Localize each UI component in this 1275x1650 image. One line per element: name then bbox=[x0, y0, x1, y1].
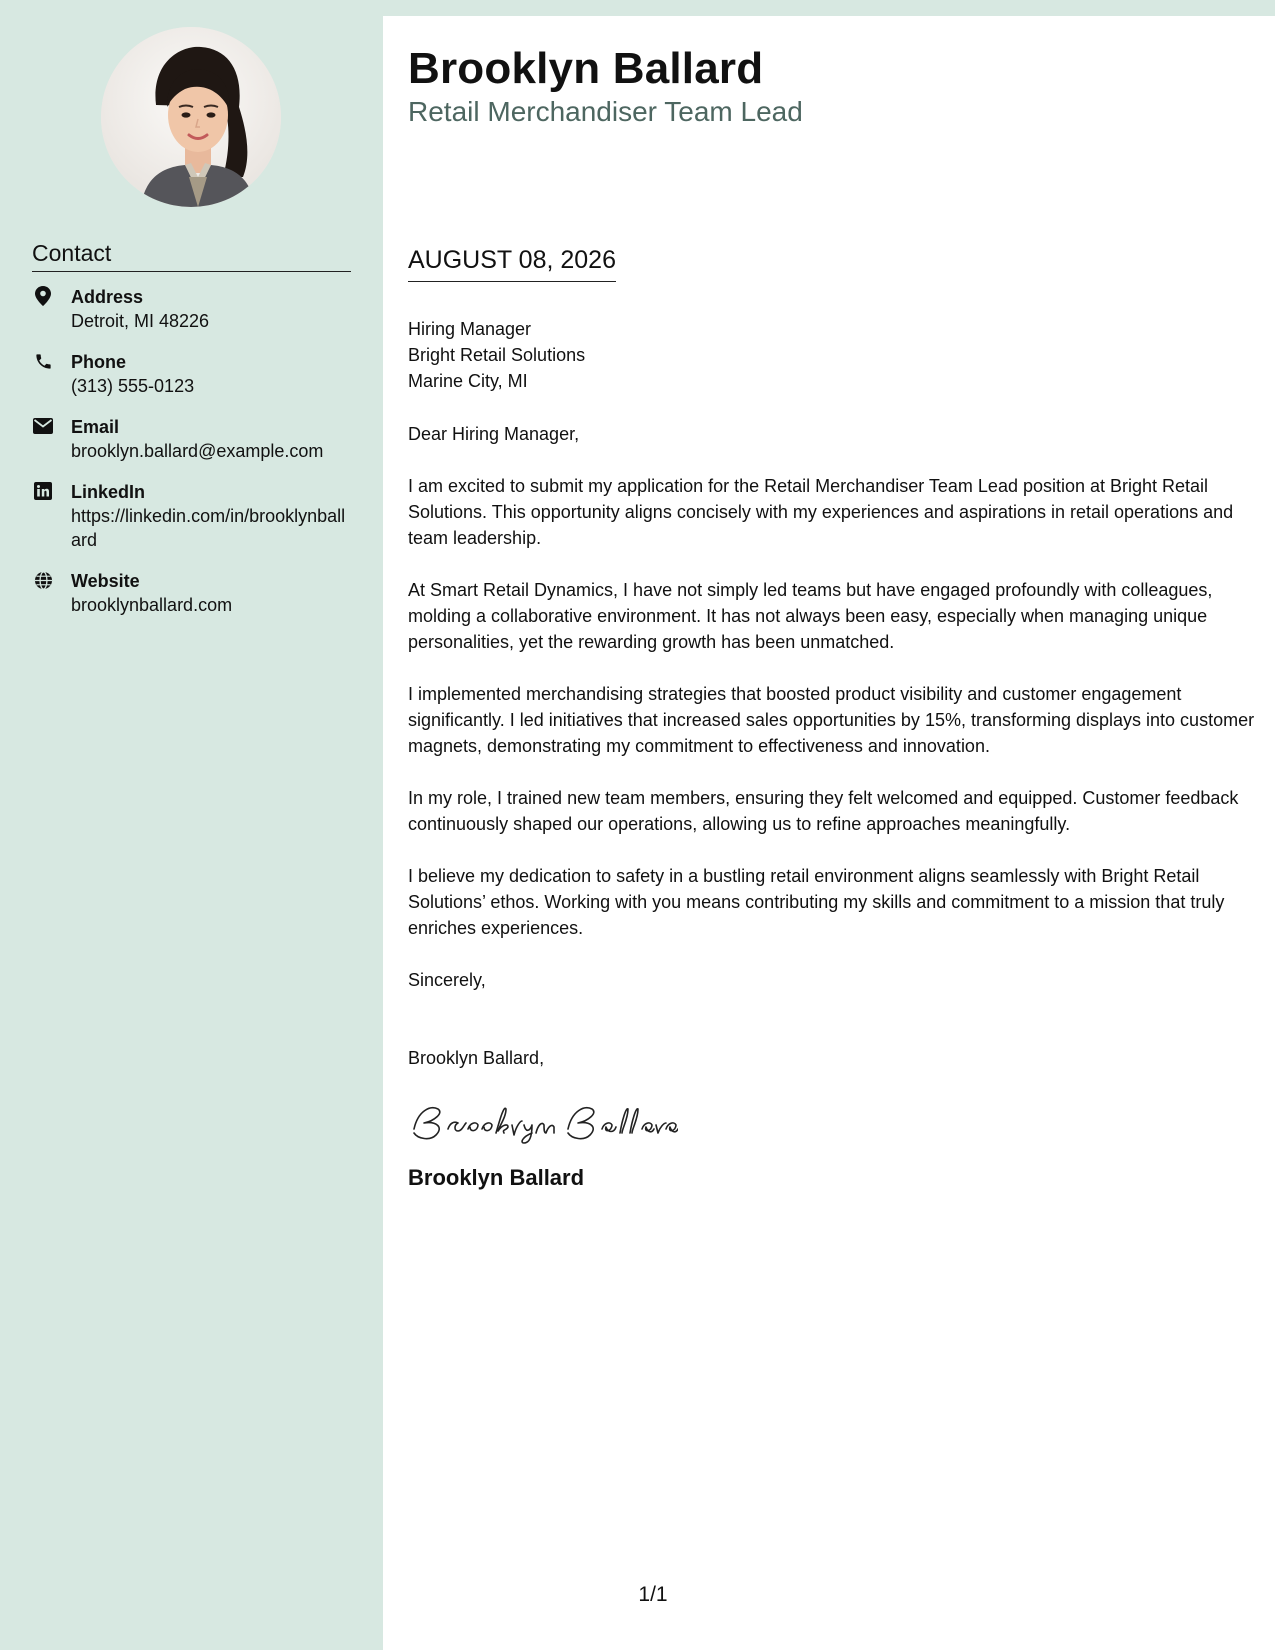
contact-heading: Contact bbox=[32, 240, 351, 272]
letter-content bbox=[408, 316, 1258, 1191]
contact-item-address bbox=[32, 285, 352, 333]
profile-photo bbox=[101, 27, 281, 207]
page-number: 1/1 bbox=[638, 1583, 668, 1606]
recipient-line: Hiring Manager bbox=[408, 319, 532, 339]
website-label: Website bbox=[71, 571, 140, 591]
letter-body bbox=[383, 16, 1275, 1650]
closing: Sincerely, bbox=[408, 970, 486, 990]
recipient-line: Bright Retail Solutions bbox=[408, 345, 586, 365]
portrait-image bbox=[101, 27, 281, 207]
applicant-title: Retail Merchandiser Team Lead bbox=[408, 96, 803, 127]
signature-image bbox=[408, 1099, 678, 1145]
website-value[interactable]: brooklynballard.com bbox=[71, 595, 233, 615]
salutation: Dear Hiring Manager, bbox=[408, 424, 580, 444]
contact-item-website bbox=[32, 569, 352, 617]
recipient-block bbox=[408, 316, 1258, 394]
phone-label: Phone bbox=[71, 352, 127, 372]
letter-paragraph: In my role, I trained new team members, ensuring they felt welcomed and equipped. Customer feedback continuously shaped our operations, allowing us to refine approaches meaningfully. bbox=[408, 788, 1239, 834]
letter-paragraph: At Smart Retail Dynamics, I have not simply led teams but have engaged profoundly with colleagues, molding a collaborative environment. It has not always been easy, especially when managing unique personalities, yet the rewarding growth has been unmatched. bbox=[408, 580, 1213, 652]
applicant-name: Brooklyn Ballard bbox=[408, 44, 764, 93]
globe-icon bbox=[33, 570, 53, 590]
contact-item-email bbox=[32, 415, 352, 463]
linkedin-label: LinkedIn bbox=[71, 482, 146, 502]
phone-icon bbox=[33, 351, 53, 371]
signature-name: Brooklyn Ballard bbox=[408, 1165, 585, 1190]
envelope-icon bbox=[33, 416, 53, 436]
signoff-name: Brooklyn Ballard, bbox=[408, 1048, 545, 1068]
letter-paragraph: I implemented merchandising strategies that boosted product visibility and customer engagement significantly. I led initiatives that increased sales opportunities by 15%, transforming displays into customer magnets, demonstrating my commitment to effectiveness and innovation. bbox=[408, 684, 1255, 756]
handwritten-signature bbox=[408, 1099, 1258, 1145]
letter-paragraph: I believe my dedication to safety in a bustling retail environment aligns seamlessly with Bright Retail Solutions’ ethos. Working with you means contributing my skills and commitment to a mission that truly enriches experiences. bbox=[408, 866, 1225, 938]
contact-list bbox=[32, 285, 352, 634]
address-label: Address bbox=[71, 287, 144, 307]
sidebar bbox=[0, 0, 383, 1650]
location-pin-icon bbox=[33, 286, 53, 306]
contact-item-phone bbox=[32, 350, 352, 398]
linkedin-icon bbox=[33, 481, 53, 501]
email-value[interactable]: brooklyn.ballard@example.com bbox=[71, 441, 324, 461]
letter-paragraph: I am excited to submit my application for the Retail Merchandiser Team Lead position at Bright Retail Solutions. This opportunity aligns concisely with my experiences and aspirations in retail operations and team leadership. bbox=[408, 476, 1234, 548]
linkedin-value[interactable]: https://linkedin.com/in/brooklynballard bbox=[71, 506, 346, 550]
address-value: Detroit, MI 48226 bbox=[71, 311, 210, 331]
contact-item-linkedin bbox=[32, 480, 352, 552]
email-label: Email bbox=[71, 417, 120, 437]
recipient-line: Marine City, MI bbox=[408, 371, 528, 391]
letter-date: AUGUST 08, 2026 bbox=[408, 244, 616, 282]
phone-value: (313) 555-0123 bbox=[71, 376, 195, 396]
